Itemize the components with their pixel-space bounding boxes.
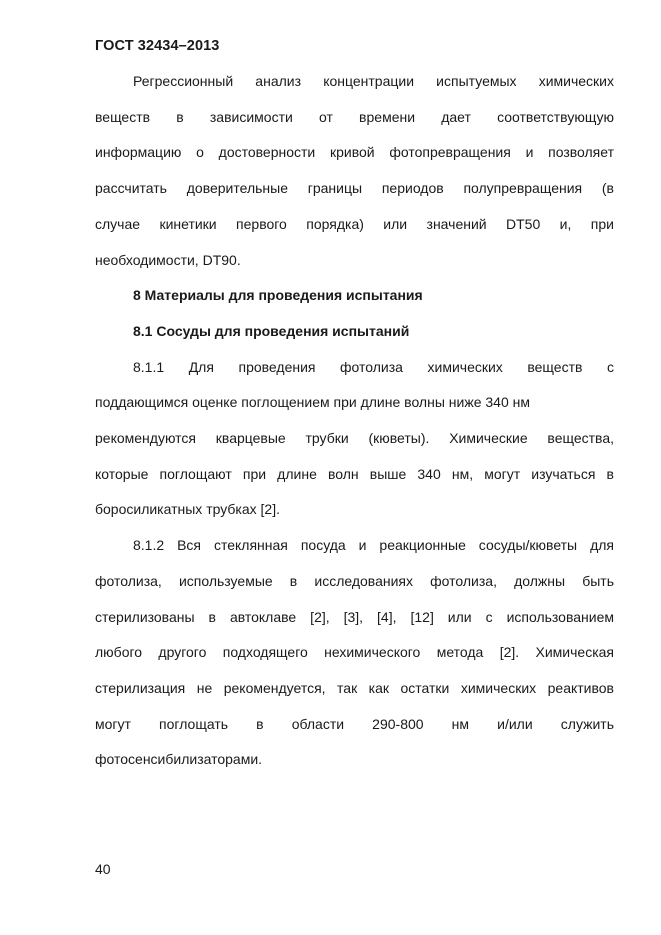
text-line: случае кинетики первого порядка) или значений DT50 и, при	[95, 215, 614, 232]
text-line: необходимости, DT90.	[95, 251, 241, 268]
text-line: боросиликатных трубках [2].	[95, 501, 280, 518]
text-line: которые поглощают при длине волн выше 340 нм, могут изучаться в	[95, 465, 614, 482]
text-line: 8.1.2 Вся стеклянная посуда и реакционные сосуды/кюветы для	[133, 537, 614, 554]
text-line: Регрессионный анализ концентрации испытуемых химических	[133, 73, 614, 89]
page-number: 40	[95, 861, 111, 877]
text-line: могут поглощать в области 290-800 нм и/или служить	[95, 715, 614, 732]
section-heading-8: 8 Материалы для проведения испытания	[133, 287, 423, 304]
text-line: любого другого подходящего нехимического метода [2]. Химическая	[95, 644, 614, 661]
text-line: стерилизация не рекомендуется, так как остатки химических реактивов	[95, 679, 614, 696]
text-line: рекомендуются кварцевые трубки (кюветы). Химические вещества,	[95, 430, 614, 447]
text-line: 8.1.1 Для проведения фотолиза химических веществ с	[133, 358, 614, 375]
paragraph-8-1-1	[95, 350, 614, 529]
standard-header: ГОСТ 32434–2013	[95, 38, 220, 54]
text-line: рассчитать доверительные границы периодов полупревращения (в	[95, 180, 614, 197]
text-line: фотосенсибилизаторами.	[95, 751, 263, 768]
document-body	[95, 64, 614, 778]
text-line: поддающимся оценке поглощением при длине волны ниже 340 нм	[95, 394, 530, 411]
text-line: веществ в зависимости от времени дает соответствующую	[95, 108, 614, 125]
text-line: стерилизованы в автоклаве [2], [3], [4], [12] или с использованием	[95, 608, 614, 625]
text-line: фотолиза, используемые в исследованиях фотолиза, должны быть	[95, 572, 614, 589]
text-line: информацию о достоверности кривой фотопревращения и позволяет	[95, 144, 614, 161]
paragraph-regression	[95, 64, 614, 278]
section-heading-8-1: 8.1 Сосуды для проведения испытаний	[133, 322, 410, 339]
paragraph-8-1-2	[95, 528, 614, 778]
